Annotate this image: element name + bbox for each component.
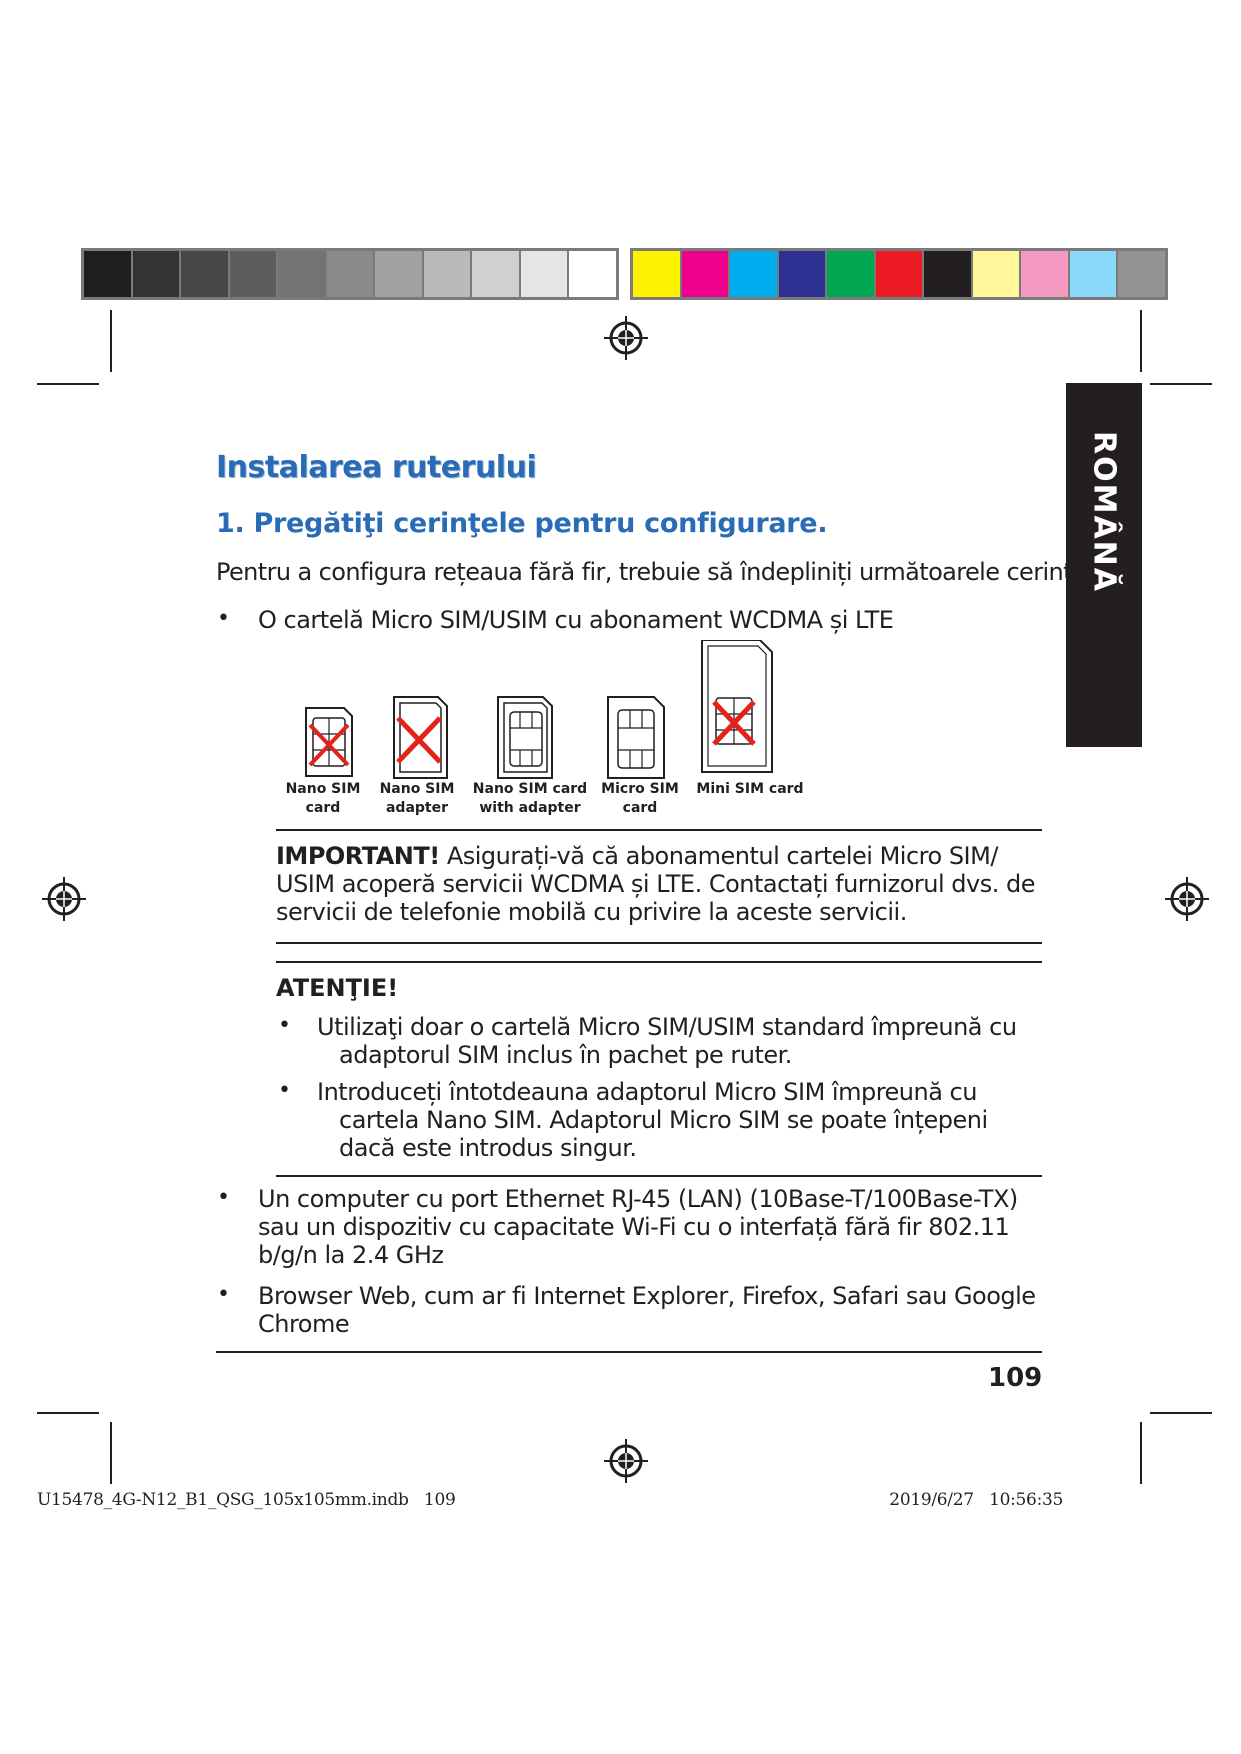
color-swatch — [84, 251, 133, 297]
color-swatch — [1118, 251, 1165, 297]
color-swatch — [633, 251, 682, 297]
color-swatch — [472, 251, 521, 297]
gray-scale-bar — [81, 248, 619, 300]
page-number: 109 — [988, 1363, 1043, 1393]
color-swatch — [278, 251, 327, 297]
crop-mark — [110, 310, 112, 372]
print-slug: U15478_4G-N12_B1_QSG_105x105mm.indb 109 2019/6/27 10:56:35 — [37, 1490, 1064, 1510]
crop-mark — [37, 1412, 99, 1414]
nano-sim-with-adapter-icon — [498, 697, 552, 778]
crop-mark — [1140, 310, 1142, 372]
language-tab-label: ROMÂNĂ — [1086, 431, 1122, 593]
color-swatch — [181, 251, 230, 297]
crop-mark — [1150, 1412, 1212, 1414]
color-swatch — [876, 251, 925, 297]
divider — [276, 961, 1042, 963]
caution-item-1: Utilizaţi doar o cartelă Micro SIM/USIM standard împreună cu adaptorul SIM inclus în pachet pe ruter. — [317, 1013, 1017, 1069]
section-title: Instalarea ruterului — [216, 450, 537, 485]
requirement-computer: Un computer cu port Ethernet RJ-45 (LAN) (10Base-T/100Base-TX) sau un dispozitiv cu capacitate Wi-Fi cu o interfață fără fir 802.11 b/g/n la 2.4 GHz — [258, 1185, 1018, 1269]
crop-mark — [1140, 1422, 1142, 1484]
micro-sim-card-icon — [608, 697, 664, 778]
bullet-dot: • — [217, 1185, 230, 1210]
important-label: IMPORTANT! — [276, 842, 440, 870]
color-swatch — [521, 251, 570, 297]
crop-mark — [110, 1422, 112, 1484]
color-swatch — [730, 251, 779, 297]
color-swatch — [682, 251, 731, 297]
registration-mark-icon — [604, 316, 648, 360]
sim-label: Micro SIM card — [601, 781, 679, 816]
color-swatch — [924, 251, 973, 297]
divider — [276, 1175, 1042, 1177]
nano-sim-card-icon — [306, 708, 352, 776]
caution-item-2: Introduceți întotdeauna adaptorul Micro SIM împreună cu cartela Nano SIM. Adaptorul Micro SIM se poate înțepeni dacă este introdus singur. — [317, 1078, 988, 1162]
requirement-sim: O cartelă Micro SIM/USIM cu abonament WCDMA și LTE — [258, 606, 894, 634]
crop-mark — [37, 383, 99, 385]
caution-label: ATENŢIE! — [276, 974, 399, 1002]
step-heading: 1. Pregătiţi cerinţele pentru configurare. — [216, 508, 828, 539]
color-swatch — [827, 251, 876, 297]
color-swatch — [973, 251, 1022, 297]
sim-cards-illustration — [290, 640, 800, 780]
crop-mark — [1150, 383, 1212, 385]
registration-mark-icon — [604, 1439, 648, 1483]
divider — [216, 1351, 1042, 1353]
sim-label: Nano SIM adapter — [379, 781, 455, 816]
sim-label: Nano SIM card with adapter — [472, 781, 588, 816]
color-swatch — [779, 251, 828, 297]
color-scale-bar — [630, 248, 1168, 300]
color-swatch — [1021, 251, 1070, 297]
bullet-dot: • — [217, 606, 230, 631]
color-swatch — [133, 251, 182, 297]
sim-label: Mini SIM card — [696, 781, 804, 797]
bullet-dot: • — [278, 1013, 291, 1038]
requirement-browser: Browser Web, cum ar fi Internet Explorer, Firefox, Safari sau Google Chrome — [258, 1282, 1036, 1338]
color-swatch — [569, 251, 616, 297]
color-swatch — [327, 251, 376, 297]
registration-mark-icon — [1165, 877, 1209, 921]
color-swatch — [230, 251, 279, 297]
bullet-dot: • — [278, 1078, 291, 1103]
bullet-dot: • — [217, 1282, 230, 1307]
color-swatch — [1070, 251, 1119, 297]
registration-mark-icon — [42, 877, 86, 921]
sim-label: Nano SIM card — [285, 781, 361, 816]
intro-text: Pentru a configura rețeaua fără fir, trebuie să îndepliniți următoarele cerințe: — [216, 558, 1094, 586]
important-note: IMPORTANT! Asigurați-vă că abonamentul cartelei Micro SIM/ USIM acoperă servicii WCDMA și LTE. Contactați furnizorul dvs. de servicii de telefonie mobilă cu privire la aceste servicii. — [276, 842, 1035, 926]
mini-sim-card-icon — [702, 640, 772, 772]
color-swatch — [424, 251, 473, 297]
divider — [276, 829, 1042, 831]
nano-sim-adapter-icon — [394, 697, 447, 778]
divider — [276, 942, 1042, 944]
color-swatch — [375, 251, 424, 297]
